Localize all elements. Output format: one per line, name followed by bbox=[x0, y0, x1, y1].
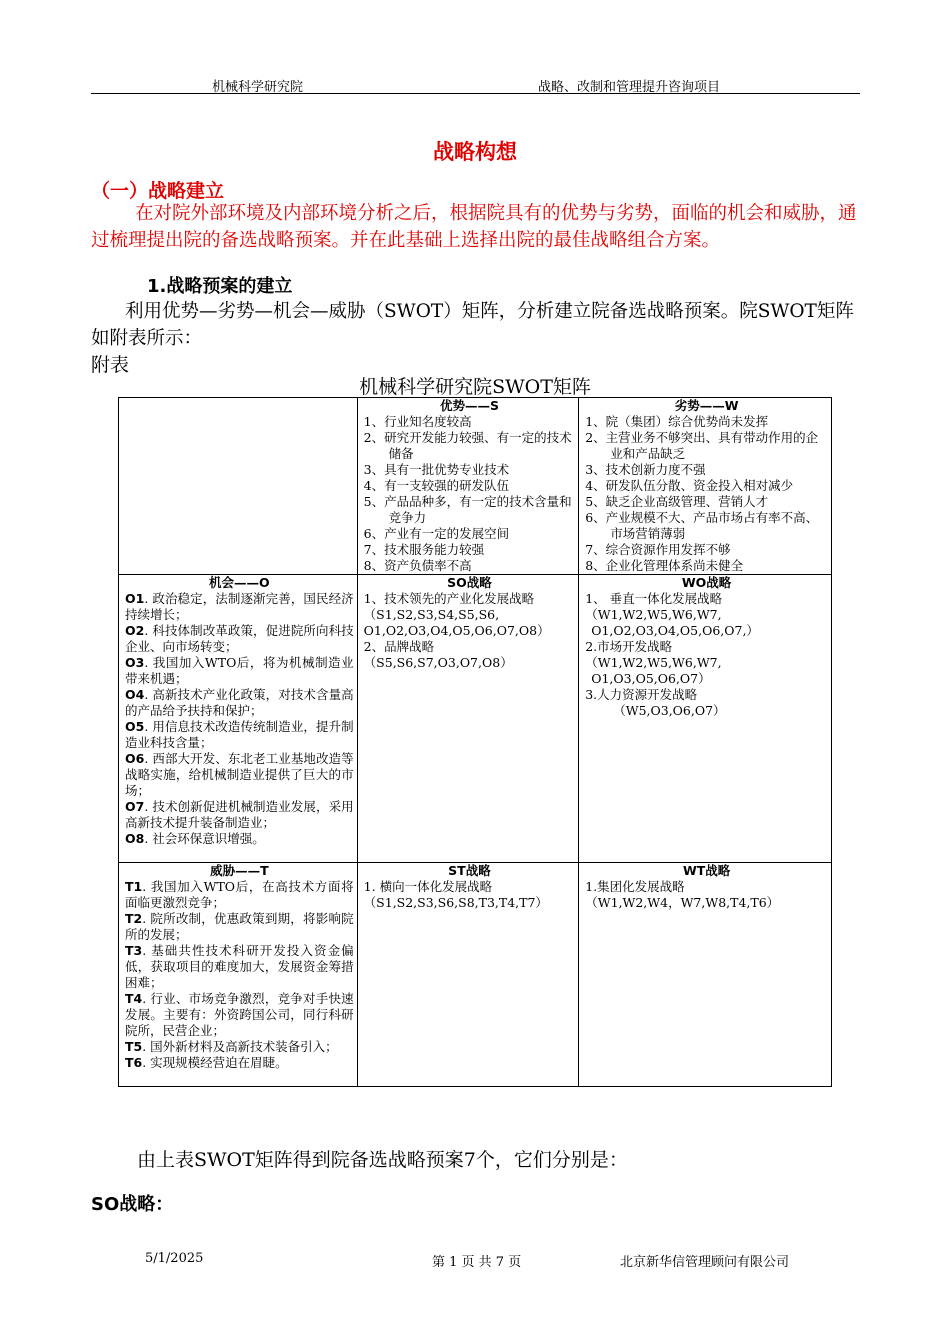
page-title: 战略构想 bbox=[433, 140, 517, 164]
item-text: . 技术创新促进机械制造业发展，采用高新技术提升装备制造业； bbox=[125, 799, 354, 830]
st-strategy-cell bbox=[357, 863, 579, 1087]
wo-strategy-heading: WO战略 bbox=[681, 575, 732, 590]
so-strategy-cell bbox=[357, 575, 579, 863]
item-code: O3 bbox=[125, 655, 145, 670]
intro-paragraph: 在对院外部环境及内部环境分析之后，根据院具有的优势与劣势，面临的机会和威胁，通过梳理提出院的备选战略预案。并在此基础上选择出院的最佳战略组合方案。 bbox=[91, 203, 857, 251]
list-item bbox=[125, 591, 354, 623]
strategy-line: 3.人力资源开发战略 bbox=[585, 687, 698, 702]
item-code: O2 bbox=[125, 623, 145, 638]
list-item bbox=[125, 1055, 354, 1071]
strategy-line: 1.集团化发展战略 bbox=[585, 879, 685, 894]
item-code: T1 bbox=[125, 879, 143, 894]
item-code: T4 bbox=[125, 991, 143, 1006]
list-item bbox=[125, 655, 354, 687]
item-text: . 实现规模经营迫在眉睫。 bbox=[142, 1055, 288, 1070]
strategy-line: （S5,S6,S7,O3,O7,O8） bbox=[363, 655, 513, 670]
subsection-heading: 1.战略预案的建立 bbox=[147, 276, 293, 297]
item-text: . 我国加入WTO后，将为机械制造业带来机遇； bbox=[125, 655, 354, 686]
list-item: 4、研发队伍分散、资金投入相对减少 bbox=[585, 478, 794, 493]
section-heading: （一）战略建立 bbox=[91, 180, 225, 202]
list-item: 1、院（集团）综合优势尚未发挥 bbox=[585, 414, 769, 429]
header-divider bbox=[91, 93, 860, 94]
item-text: . 我国加入WTO后，在高技术方面将面临更激烈竞争； bbox=[125, 879, 354, 910]
strategy-line: 2、品牌战略 bbox=[363, 639, 435, 654]
opportunities-cell bbox=[119, 575, 358, 863]
item-code: O1 bbox=[125, 591, 145, 606]
item-code: O5 bbox=[125, 719, 145, 734]
table-row bbox=[119, 863, 832, 1087]
strategy-line: O1,O3,O5,O6,O7） bbox=[591, 671, 711, 686]
list-item bbox=[125, 991, 354, 1039]
empty-corner-cell bbox=[119, 398, 358, 575]
strengths-cell bbox=[357, 398, 579, 575]
header-left: 机械科学研究院 bbox=[212, 80, 304, 95]
list-item: 7、技术服务能力较强 bbox=[363, 542, 485, 557]
strategy-line: （S1,S2,S3,S4,S5,S6, bbox=[363, 607, 500, 622]
so-strategy-heading: SO战略 bbox=[447, 575, 492, 590]
list-item bbox=[125, 799, 354, 831]
list-item: 8、资产负债率不高 bbox=[363, 558, 472, 573]
item-code: T5 bbox=[125, 1039, 143, 1054]
weaknesses-list bbox=[585, 414, 828, 574]
item-code: T6 bbox=[125, 1055, 143, 1070]
item-code: O8 bbox=[125, 831, 145, 846]
footer-company: 北京新华信管理顾问有限公司 bbox=[620, 1255, 790, 1270]
item-code: O4 bbox=[125, 687, 145, 702]
strategy-line: O1,O2,O3,O4,O5,O6,O7,） bbox=[591, 623, 759, 638]
item-text: . 科技体制改革政策，促进院所向科技企业、向市场转变； bbox=[125, 623, 354, 654]
item-text: . 基础共性技术科研开发投入资金偏低，获取项目的难度加大，发展资金筹措困难； bbox=[125, 943, 354, 990]
strategy-line: （W1,W2,W5,W6,W7, bbox=[585, 607, 722, 622]
item-text: . 政治稳定，法制逐渐完善，国民经济持续增长； bbox=[125, 591, 354, 622]
list-item bbox=[125, 751, 354, 799]
item-text: . 社会环保意识增强。 bbox=[144, 831, 265, 846]
item-code: O7 bbox=[125, 799, 145, 814]
appendix-label: 附表 bbox=[91, 354, 130, 376]
wt-strategy-cell bbox=[579, 863, 832, 1087]
wt-strategy-heading: WT战略 bbox=[682, 863, 731, 878]
item-code: O6 bbox=[125, 751, 145, 766]
wo-strategy-cell bbox=[579, 575, 832, 863]
list-item: 1、行业知名度较高 bbox=[363, 414, 472, 429]
list-item bbox=[125, 623, 354, 655]
list-item: 3、技术创新力度不强 bbox=[585, 462, 706, 477]
table-row bbox=[119, 575, 832, 863]
wt-strategy-list bbox=[585, 879, 828, 911]
item-text: . 国外新材料及高新技术装备引入； bbox=[142, 1039, 338, 1054]
swot-intro-paragraph: 利用优势—劣势—机会—威胁（SWOT）矩阵，分析建立院备选战略预案。院SWOT矩阵如附表所示： bbox=[91, 301, 854, 349]
list-item: 8、企业化管理体系尚未健全 bbox=[585, 558, 744, 573]
list-item bbox=[125, 943, 354, 991]
list-item bbox=[125, 719, 354, 751]
so-strategy-heading-body: SO战略： bbox=[91, 1194, 174, 1215]
strategy-line: 1、 垂直一体化发展战略 bbox=[585, 591, 723, 606]
strategy-line: （S1,S2,S3,S6,S8,T3,T4,T7） bbox=[363, 895, 548, 910]
item-code: T3 bbox=[125, 943, 143, 958]
strategy-line: （W1,W2,W5,W6,W7, bbox=[585, 655, 722, 670]
weaknesses-cell bbox=[579, 398, 832, 575]
threats-cell bbox=[119, 863, 358, 1087]
threats-heading: 威胁——T bbox=[210, 863, 269, 878]
item-text: . 院所改制，优惠政策到期，将影响院所的发展； bbox=[125, 911, 354, 942]
list-item: 3、具有一批优势专业技术 bbox=[363, 462, 510, 477]
item-text: . 高新技术产业化政策，对技术含量高的产品给予扶持和保护； bbox=[125, 687, 354, 718]
weaknesses-heading: 劣势——W bbox=[674, 398, 739, 413]
item-code: T2 bbox=[125, 911, 143, 926]
summary-paragraph: 由上表SWOT矩阵得到院备选战略预案7个，它们分别是： bbox=[137, 1149, 628, 1171]
table-title: 机械科学研究院SWOT矩阵 bbox=[359, 376, 591, 398]
list-item: 6、产业规模不大、产品市场占有率不高、市场营销薄弱 bbox=[585, 510, 819, 541]
strategy-line: 1、技术领先的产业化发展战略 bbox=[363, 591, 535, 606]
list-item bbox=[125, 831, 354, 847]
item-text: . 用信息技术改造传统制造业，提升制造业科技含量； bbox=[125, 719, 354, 750]
table-row bbox=[119, 398, 832, 575]
footer-date: 5/1/2025 bbox=[145, 1251, 204, 1266]
list-item: 7、综合资源作用发挥不够 bbox=[585, 542, 731, 557]
list-item bbox=[125, 1039, 354, 1055]
item-text: . 行业、市场竞争激烈，竞争对手快速发展。主要有：外资跨国公司，同行科研院所，民营企业； bbox=[125, 991, 354, 1038]
list-item: 2、研究开发能力较强、有一定的技术储备 bbox=[363, 430, 572, 461]
list-item bbox=[125, 879, 354, 911]
footer-page-number: 第 1 页 共 7 页 bbox=[432, 1255, 522, 1270]
so-strategy-list bbox=[364, 591, 576, 671]
strengths-list bbox=[364, 414, 576, 574]
wo-strategy-list bbox=[585, 591, 828, 719]
strategy-line: 1. 横向一体化发展战略 bbox=[363, 879, 493, 894]
opportunities-heading: 机会——O bbox=[209, 575, 270, 590]
list-item: 5、产品品种多，有一定的技术含量和竞争力 bbox=[363, 494, 572, 525]
threats-list bbox=[125, 879, 354, 1071]
strategy-line: O1,O2,O3,O4,O5,O6,O7,O8） bbox=[363, 623, 550, 638]
list-item: 4、有一支较强的研发队伍 bbox=[363, 478, 510, 493]
st-strategy-heading: ST战略 bbox=[448, 863, 491, 878]
list-item: 6、产业有一定的发展空间 bbox=[363, 526, 510, 541]
opportunities-list bbox=[125, 591, 354, 847]
strategy-line: 2.市场开发战略 bbox=[585, 639, 673, 654]
list-item bbox=[125, 687, 354, 719]
list-item bbox=[125, 911, 354, 943]
strategy-line: （W5,O3,O6,O7） bbox=[613, 703, 726, 718]
list-item: 2、主营业务不够突出、具有带动作用的企业和产品缺乏 bbox=[585, 430, 819, 461]
header-right: 战略、改制和管理提升咨询项目 bbox=[538, 80, 721, 95]
list-item: 5、缺乏企业高级管理、营销人才 bbox=[585, 494, 769, 509]
st-strategy-list bbox=[364, 879, 576, 911]
strategy-line: （W1,W2,W4，W7,W8,T4,T6） bbox=[585, 895, 780, 910]
swot-matrix-table bbox=[118, 397, 832, 1087]
strengths-heading: 优势——S bbox=[439, 398, 499, 413]
item-text: . 西部大开发、东北老工业基地改造等战略实施，给机械制造业提供了巨大的市场； bbox=[125, 751, 354, 798]
